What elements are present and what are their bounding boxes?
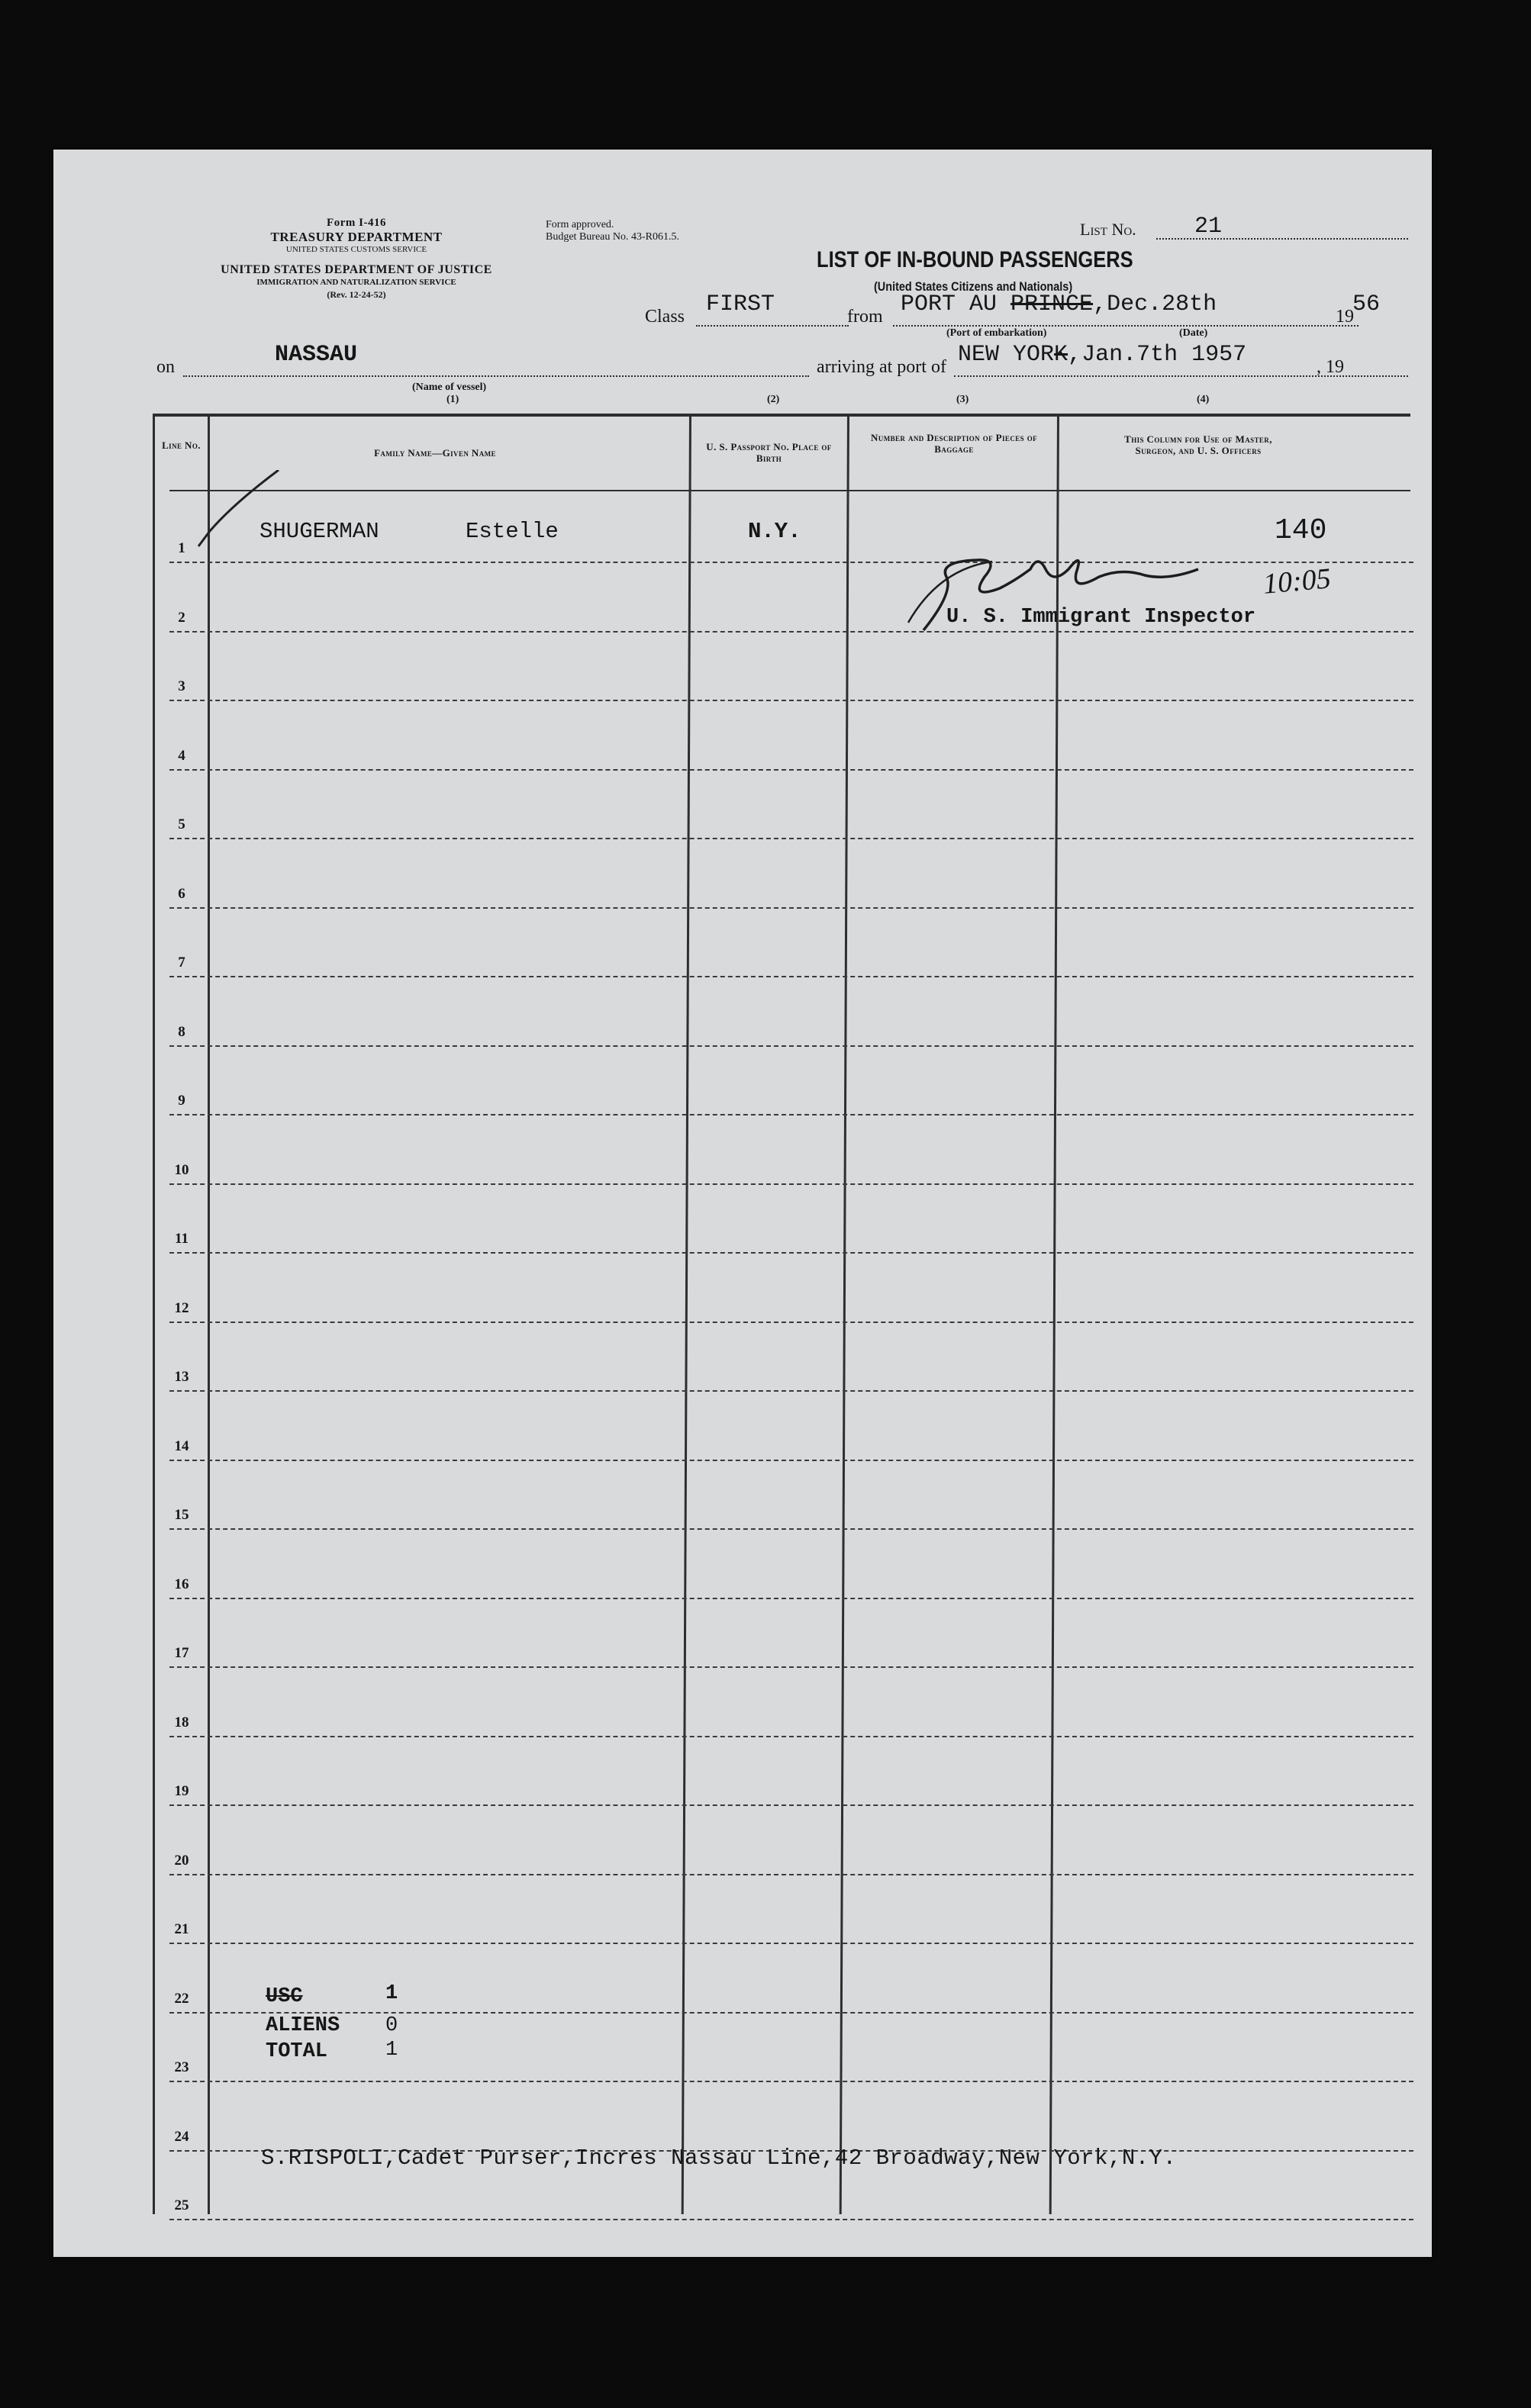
- port-suffix: ,: [1093, 291, 1107, 317]
- line-number: 10: [174, 1161, 189, 1178]
- table-row: [169, 2012, 1413, 2014]
- table-row: [169, 631, 1413, 633]
- usc-label: USC: [266, 1985, 303, 2008]
- table-row: [169, 838, 1413, 839]
- line-number: 6: [178, 885, 185, 902]
- entry-place-of-birth: N.Y.: [748, 519, 801, 544]
- line-number: 3: [178, 678, 185, 694]
- line-number: 8: [178, 1023, 185, 1040]
- date-caption: (Date): [1179, 327, 1208, 339]
- inspector-stamp: U. S. Immigrant Inspector: [946, 606, 1256, 629]
- line-col-divider: [208, 414, 210, 2214]
- table-row: [169, 1045, 1413, 1047]
- table-row: [169, 1390, 1413, 1392]
- line-number: 18: [174, 1714, 189, 1730]
- line-number: 2: [178, 609, 185, 626]
- table-left-border: [153, 414, 155, 2214]
- table-row: [169, 769, 1413, 771]
- line-number: 14: [174, 1437, 189, 1454]
- table-row: [169, 1183, 1413, 1185]
- line-number: 25: [174, 2197, 189, 2213]
- arrival-port-suffix: ,: [1068, 342, 1082, 368]
- header-baggage: Number and Description of Pieces of Baggage: [871, 432, 1037, 455]
- customs-service: UNITED STATES CUSTOMS SERVICE: [285, 245, 427, 254]
- arriving-label: arriving at port of: [817, 357, 946, 377]
- from-underline: [893, 325, 1359, 327]
- table-row: [169, 976, 1413, 977]
- form-approved: Form approved.: [546, 219, 614, 230]
- table-row: [169, 1598, 1413, 1599]
- arrival-year-prefix: , 19: [1317, 357, 1344, 377]
- col2-num: (2): [767, 394, 780, 405]
- line-number: 24: [174, 2128, 189, 2145]
- line-number: 9: [178, 1093, 185, 1109]
- inspection-time: 10:05: [1262, 562, 1333, 600]
- vessel-caption-num: (1): [446, 394, 459, 405]
- col3-num: (3): [956, 394, 969, 405]
- table-top-border: [153, 414, 1410, 417]
- table-row: [169, 1322, 1413, 1323]
- header-officers: This Column for Use of Master, Surgeon, and U. S. Officers: [1124, 433, 1272, 456]
- table-row: [169, 562, 1413, 563]
- aliens-value: 0: [385, 2014, 398, 2037]
- entry-officer-number: 140: [1275, 514, 1327, 547]
- list-no-label: List No.: [1080, 220, 1136, 239]
- arrival-port: [958, 342, 1246, 368]
- total-value: 1: [385, 2039, 398, 2062]
- table-row: [169, 1874, 1413, 1875]
- year-prefix: 19: [1336, 307, 1354, 327]
- class-value: FIRST: [706, 291, 775, 317]
- line-number: 11: [175, 1231, 189, 1247]
- department: TREASURY DEPARTMENT: [270, 230, 443, 244]
- vessel-name: NASSAU: [275, 342, 358, 368]
- page-title: LIST OF IN-BOUND PASSENGERS: [817, 247, 1133, 272]
- table-row: [169, 1736, 1413, 1737]
- departure-date: Dec.28th: [1107, 291, 1217, 317]
- line-number: 17: [174, 1645, 189, 1661]
- port-struck: PRINCE: [1010, 291, 1094, 317]
- entry-family-name: SHUGERMAN: [259, 519, 379, 544]
- from-label: from: [847, 307, 883, 327]
- arrival-date: Jan.7th 1957: [1081, 342, 1247, 368]
- line-number: 16: [174, 1576, 189, 1592]
- class-label: Class: [645, 307, 685, 327]
- line-number: 15: [174, 1507, 189, 1523]
- table-row: [169, 700, 1413, 701]
- table-row: [169, 1804, 1413, 1806]
- table-row: [169, 1943, 1413, 1944]
- arrival-port-prefix: NEW YOR: [958, 342, 1055, 368]
- check-mark-icon: [195, 470, 286, 554]
- ins-service: IMMIGRATION AND NATURALIZATION SERVICE: [256, 278, 456, 287]
- justice-department: UNITED STATES DEPARTMENT OF JUSTICE: [221, 263, 492, 276]
- table-row: [169, 907, 1413, 909]
- line-number: 7: [178, 955, 185, 971]
- table-row: [169, 1114, 1413, 1115]
- class-underline: [696, 325, 849, 327]
- arrival-port-struck: K: [1054, 342, 1068, 368]
- header-passport: U. S. Passport No. Place of Birth: [706, 441, 832, 464]
- port-prefix: PORT AU: [901, 291, 1011, 317]
- line-number: 13: [174, 1369, 189, 1385]
- line-number: 21: [174, 1921, 189, 1937]
- usc-value: 1: [385, 1982, 398, 2005]
- total-label: TOTAL: [266, 2040, 328, 2063]
- manifest-page: [53, 150, 1432, 2257]
- header-line-no: Line No.: [162, 439, 201, 451]
- entry-given-name: Estelle: [466, 519, 559, 544]
- table-row: [169, 2081, 1413, 2082]
- line-number: 22: [174, 1990, 189, 2007]
- budget-bureau: Budget Bureau No. 43-R061.5.: [546, 231, 679, 243]
- embarkation-caption: (Port of embarkation): [946, 327, 1047, 339]
- table-row: [169, 1460, 1413, 1461]
- purser-line: S.RISPOLI,Cadet Purser,Incres Nassau Line,42 Broadway,New York,N.Y.: [261, 2146, 1177, 2171]
- table-row: [169, 2219, 1413, 2220]
- col4-num: (4): [1197, 394, 1210, 405]
- line-number: 1: [178, 540, 185, 556]
- line-number: 5: [178, 816, 185, 832]
- line-number: 20: [174, 1852, 189, 1869]
- list-no-value: 21: [1194, 214, 1223, 240]
- vessel-underline: [183, 375, 809, 377]
- line-number: 19: [174, 1783, 189, 1799]
- line-number: 23: [174, 2059, 189, 2075]
- line-number: 12: [174, 1299, 189, 1316]
- table-row: [169, 1528, 1413, 1530]
- table-row: [169, 1252, 1413, 1254]
- year-value: 56: [1352, 291, 1381, 317]
- revision: (Rev. 12-24-52): [327, 289, 386, 300]
- page-subtitle: (United States Citizens and Nationals): [874, 279, 1073, 294]
- vessel-caption: (Name of vessel): [412, 381, 487, 393]
- port-of-embarkation: [901, 291, 1217, 317]
- line-number: 4: [178, 747, 185, 764]
- table-row: [169, 1666, 1413, 1668]
- form-number: Form I-416: [327, 217, 386, 229]
- aliens-label: ALIENS: [266, 2014, 340, 2037]
- header-bottom-border: [169, 490, 1410, 491]
- header-name: Family Name—Given Name: [374, 447, 496, 459]
- on-label: on: [156, 357, 175, 377]
